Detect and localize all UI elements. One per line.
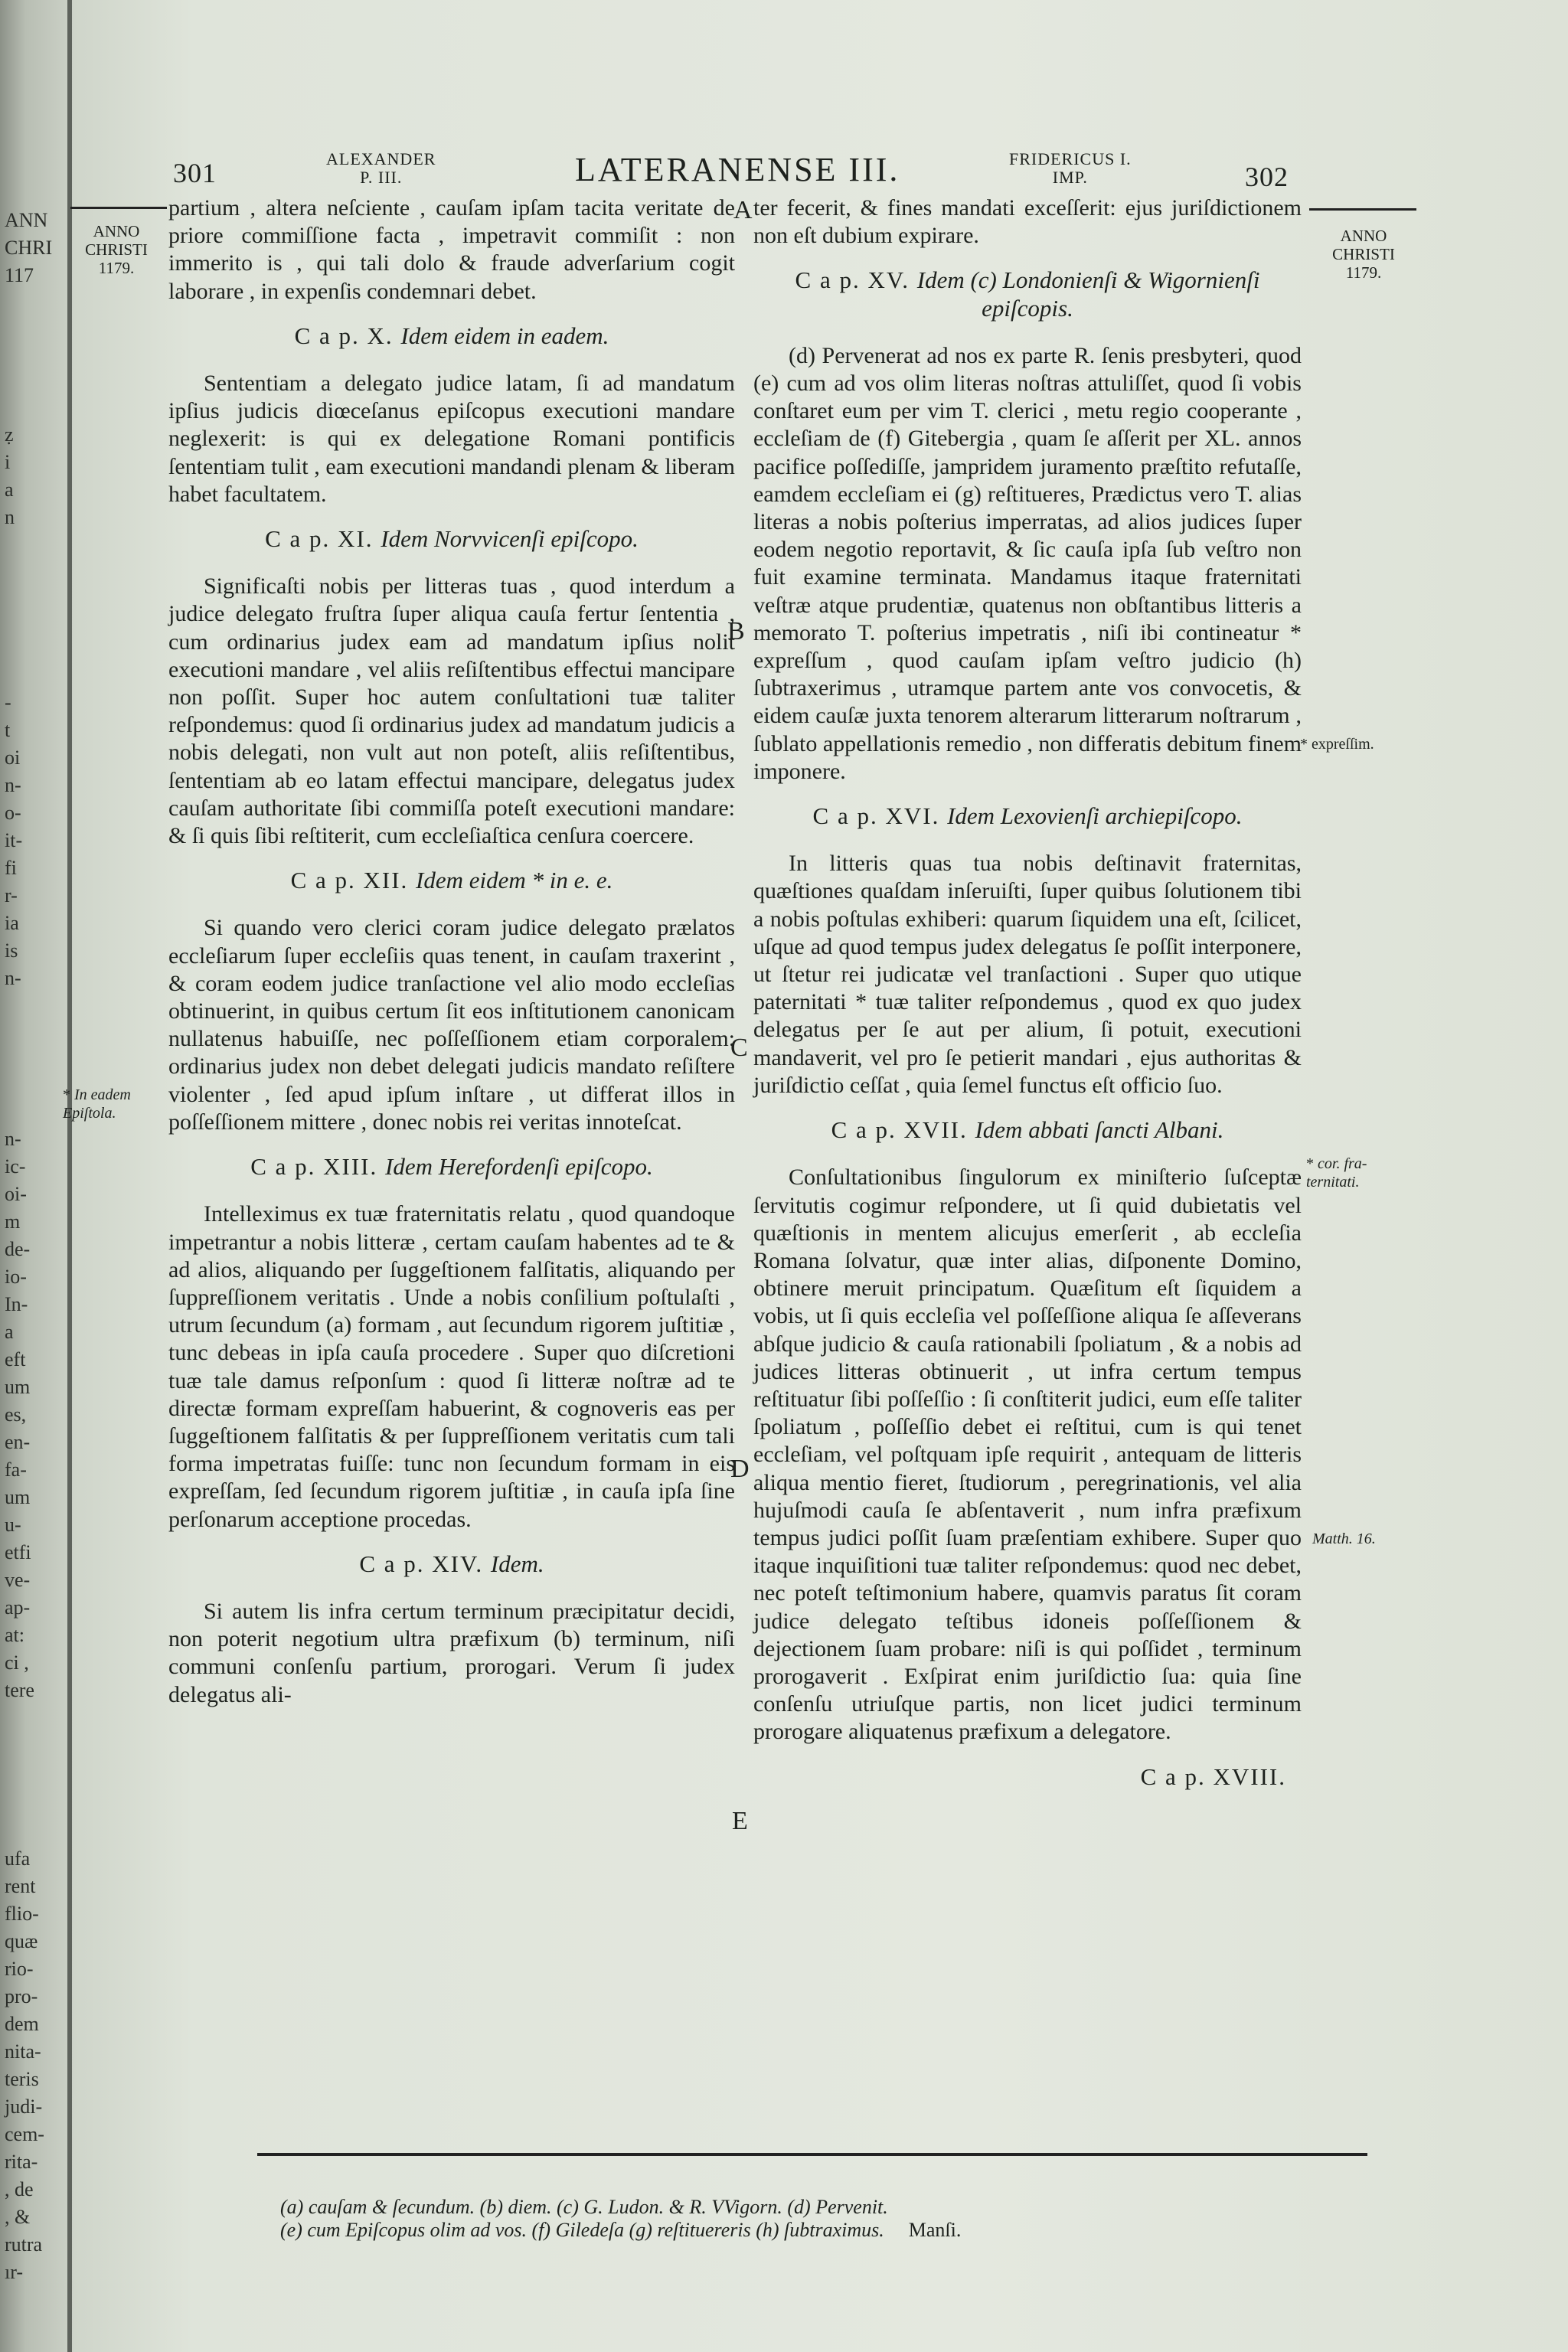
chapter-title: Idem Herefordenſi epiſcopo. <box>385 1153 653 1181</box>
chapter-label: C a p. X. <box>294 322 394 349</box>
chapter-title: Idem Lexovienſi archiepiſcopo. <box>947 802 1243 830</box>
section-letter-c: C <box>730 1034 748 1062</box>
anno-right-line: CHRISTI <box>1332 245 1395 263</box>
header-left-line2: P. III. <box>360 168 403 187</box>
anno-left <box>78 222 155 277</box>
asterisk-mark: * <box>1300 736 1308 753</box>
paragraph: Si quando vero clerici coram judice delegato prælatos eccleſiarum ſuper eccleſiis quas tenent, in cauſam traxerint , & coram eodem judice tranſactione vel alio modo eccleſias obtinuerint, in quibus certum ſit eos inſtitutionem canonicam nullatenus habuiſſe, nec poſſeſſionem etiam corporalem: ordinarius judex non debet delegati judicis mandato reſiſtere violenter , ſed apud ipſum inſtare , ut differat illos in poſſeſſionem mittere , donec nobis rei veritas innoteſcat. <box>168 915 735 1135</box>
chapter-heading <box>168 1153 735 1181</box>
margin-note-line: Epiſtola. <box>63 1105 116 1122</box>
chapter-heading <box>753 802 1302 830</box>
margin-note-expressim <box>1300 735 1438 753</box>
chapter-title: Idem abbati ſancti Albani. <box>975 1116 1224 1144</box>
chapter-title: Idem Norvvicenſi epiſcopo. <box>381 525 639 553</box>
asterisk-mark: * <box>63 1086 70 1103</box>
header-right-line1: FRIDERICUS I. <box>1009 149 1132 168</box>
chapter-heading <box>168 1550 735 1578</box>
facing-page-strip <box>0 0 74 2352</box>
chapter-title: Idem eidem in eadem. <box>400 322 609 349</box>
chapter-heading <box>753 1116 1302 1144</box>
book-page <box>63 0 1568 2352</box>
chapter-label: C a p. XIV. <box>359 1550 484 1577</box>
margin-dash-left <box>70 207 167 209</box>
chapter-heading <box>753 266 1302 322</box>
paragraph: Conſultationibus ſingulorum ex miniſterio ſuſceptæ ſervitutis cogimur reſpondere, ut ſi quid dubietatis vel quæſtionis in mentem alicujus emerſerit , ab eccleſia Romana ſolvatur, quæ inter alias, diſponente Domino, obtinere meruit principatum. Quæſitum eſt ſiquidem a vobis, ut ſi quis eccleſia vel poſſeſſione aliqua ſe aſſeverans abſque judicio & cauſa rationabili ſpoliatum , & a nobis ad judices litteras obtinuerit , ut infra certum tempus reſtituatur ſibi poſſeſſio : ſi conſtiterit judici, eum eſſe taliter ſpoliatum , poſſeſſio debet ei reſtitui, cum is qui tenet eccleſiam, vel poſtquam ipſe requirit , antequam de litteris aliqua mentio fieret, ſtudiorum , peregrinationis, vel alia hujuſmodi cauſa ſe abſentaverit , num infra præfixum tempus judici poſſit ſuam præſentiam exhibere. Super quo itaque inquiſitioni tuæ taliter reſpondemus: quod nec debet, nec poteſt teſtimonium habere, quamvis paratus ſit coram judice delegato teſtibus idoneis poſſeſſionem & dejectionem ſuam probare: niſi is qui poſſidet , terminum prorogaverit . Exſpirat enim juriſdictio ſua: quia ſine conſenſu utriuſque partis, non licet judici terminum prorogare aliquatenus præfixum a delegatore. <box>753 1165 1302 1745</box>
right-column <box>753 194 1302 1811</box>
facing-page-fragment: ẓ i a n <box>5 423 15 528</box>
footnote-source: Manſi. <box>908 2219 962 2241</box>
anno-right <box>1314 227 1413 282</box>
header-left-line1: ALEXANDER <box>326 149 436 168</box>
chapter-label: C a p. XIII. <box>250 1153 378 1181</box>
chapter-heading <box>168 867 735 894</box>
header-right-title <box>1009 150 1132 187</box>
chapter-title: Idem. <box>490 1550 544 1577</box>
anno-right-line: ANNO <box>1340 227 1387 245</box>
chapter-heading <box>168 525 735 553</box>
margin-note-in-eadem <box>63 1086 155 1122</box>
chapter-title: Idem eidem * in e. e. <box>416 867 613 894</box>
footnote-line: (a) cauſam & ſecundum. (b) diem. (c) G. Ludon. & R. VVigorn. (d) Pervenit. <box>280 2196 888 2218</box>
paragraph: Intelleximus ex tuæ fraternitatis relatu , quod quandoque impetrantur a nobis litteræ , certam cauſam habentes ad te & ad alios, aliquando per ſuggeſtionem falſitatis, aliquando per ſuppreſſionem veritatis . Unde a nobis conſilium poſtulaſti , utrum ſecundum (a) formam , aut ſecundum rigorem juſtitiæ , tunc debeas in ipſa cauſa procedere . Super quo diſcretioni tuæ tale damus reſponſum : quod ſi litteræ noſtræ ad te directæ formam expreſſam habuerint, & cognoveris eas per ſuggeſtionem falſitatis & per ſuppreſſionem veritatis cum tali forma impetratas fuiſſe: tunc non ſecundum formam in eis expreſſam, ſed ſecundum rigorem juſtitiæ , in cauſa ipſa ſine perſonarum acceptione procedas. <box>168 1201 735 1532</box>
facing-page-fragment: ANN CHRI 117 <box>5 209 53 286</box>
anno-left-line: ANNO <box>93 222 140 240</box>
footnote-line <box>280 2219 1352 2242</box>
facing-page-fragment: n- ic- oi- m de- io- In- a eft um es, en- fa- um u- etfi ve- ap- at: ci , tere <box>5 1128 34 1701</box>
margin-note-cor <box>1306 1155 1429 1191</box>
page-number-left: 301 <box>173 158 217 188</box>
paragraph: ter fecerit, & fines mandati exceſſerit: ejus juriſdictionem non eſt dubium expirare. <box>753 195 1302 249</box>
section-letter-a: A <box>733 196 753 224</box>
chapter-label: C a p. XI. <box>265 525 374 553</box>
anno-left-line: CHRISTI <box>85 240 148 259</box>
chapter-label: C a p. XVI. <box>812 802 940 830</box>
chapter-label: C a p. XII. <box>290 867 409 894</box>
margin-note-text: In eadem <box>74 1086 131 1103</box>
section-letter-d: D <box>730 1455 750 1483</box>
catchword: C a p. XVIII. <box>1140 1762 1286 1790</box>
margin-note-text: cor. fra- <box>1318 1155 1367 1172</box>
chapter-title: Idem (c) Londonienſi & Wigornienſi epiſcopis. <box>916 266 1260 322</box>
margin-note-matth: Matth. 16. <box>1312 1530 1376 1547</box>
footnotes <box>280 2196 1352 2242</box>
book-gutter <box>67 0 72 2352</box>
asterisk-mark: * <box>1306 1155 1314 1172</box>
paragraph: partium , altera neſciente , cauſam ipſam tacita veritate de priore commiſſione facta , impetravit commiſit : non immerito is , qui tali dolo & fraude adverſarium cogit laborare , in expenſis condemnari debet. <box>168 195 735 304</box>
chapter-label: C a p. XV. <box>795 266 910 294</box>
header-left-title <box>326 150 436 187</box>
paragraph: In litteris quas tua nobis deſtinavit fraternitas, quæſtiones quaſdam inſeruiſti, ſuper quibus ſolutionem tibi a nobis poſtulas exhiberi: quarum ſiquidem una eſt, ſcilicet, uſque ad quod tempus judex delegatus ſe poſſit interponere, ut ſtetur rei judicatæ vel tranſactioni . Super quo utique paternitati * tuæ taliter reſpondemus , quod ex quo judex delegatus per ſe aut per alium, ſi potuit, executioni mandaverit, vel pro ſe petierit mandari , ejus authoritas & juriſdictio ceſſat , quia ſemel functus eſt officio ſuo. <box>753 851 1302 1098</box>
facing-page-fragment: - t oi n- o- it- fi r- ia is n- <box>5 691 23 989</box>
anno-left-line: 1179. <box>98 259 135 277</box>
chapter-heading <box>168 322 735 350</box>
margin-note-line <box>1306 1155 1429 1173</box>
page-number-right: 302 <box>1245 162 1289 192</box>
page-title: LATERANENSE III. <box>575 151 900 188</box>
chapter-label: C a p. XVII. <box>831 1116 968 1144</box>
margin-note-line <box>63 1086 155 1104</box>
left-column <box>168 194 735 1721</box>
margin-note-text: expreſſim. <box>1312 736 1374 753</box>
margin-dash-right <box>1309 208 1416 211</box>
footnote-rule <box>257 2153 1367 2156</box>
section-letter-e: E <box>732 1807 748 1835</box>
paragraph: Sententiam a delegato judice latam, ſi ad mandatum ipſius judicis diœceſanus epiſcopus executioni mandare neglexerit: is qui ex delegatione Romani pontificis ſententiam tulit , eam executioni mandandi plenam & liberam habet facultatem. <box>168 371 735 507</box>
paragraph: Significaſti nobis per litteras tuas , quod interdum a judice delegato fruſtra ſuper aliqua cauſa fertur ſententia , cum ordinarius judex eam ad mandatum ipſius nolit executioni mandare , vel aliis reſiſtentibus effectui mancipare non poſſit. Super hoc autem conſultationi tuæ taliter reſpondemus: quod ſi ordinarius judex ad mandatum judicis a nobis delegati, non vult aut non poteſt, aliis reſiſtentibus, ſententiam ab eo latam effectui mancipare, delegatus judex cauſam authoritate ſibi commiſſa poteſt executioni mandare: & ſi quis ſibi reſtiterit, cum eccleſiaſtica cenſura coercere. <box>168 573 735 849</box>
margin-note-line: ternitati. <box>1306 1174 1360 1191</box>
paragraph: Si autem lis infra certum terminum præcipitatur decidi, non poterit negotium ultra præfixum (b) terminum, niſi communi conſenſu partium, prorogari. Verum ſi judex delegatus ali- <box>168 1598 735 1707</box>
anno-right-line: 1179. <box>1345 263 1382 282</box>
footnote-text: (e) cum Epiſcopus olim ad vos. (f) Giledeſa (g) reſtituereris (h) ſubtraximus. <box>280 2219 884 2241</box>
header-right-line2: IMP. <box>1052 168 1088 187</box>
facing-page-fragment: ufa rent flio- quæ rio- pro- dem nita- teris judi- cem- rita- , de , & rutra ır- <box>5 1847 44 2283</box>
section-letter-b: B <box>727 617 745 645</box>
paragraph: (d) Pervenerat ad nos ex parte R. ſenis presbyteri, quod (e) cum ad vos olim literas noſtras attuliſſet, quod ſi vobis conſtaret eum per vim T. clerici , metu regio cooperante , eccleſiam de (f) Gitebergia , quam ſe aſſerit per XL. annos pacifice poſſediſſe, jampridem juramento præſtito refutaſſe, eamdem eccleſiam ei (g) reſtitueres, Prædictus vero T. alias literas a nobis poſterius imperratas, ad alios judices ſuper eodem negotio reportavit, & ſic cauſa ipſa ſub veſtro non fuit examine terminata. Mandamus itaque fraternitati veſtræ atque prudentiæ, quatenus non obſtantibus litteris a memorato T. poſterius impetratis , niſi ibi contineatur * expreſſum , quod cauſam ipſam veſtro judicio (h) ſubtraxerimus , utramque partem ante vos convocetis, & eidem cauſæ juxta tenorem alterarum litterarum noſtrarum , ſublato appellationis remedio , non differatis debitum finem imponere. <box>753 342 1302 784</box>
